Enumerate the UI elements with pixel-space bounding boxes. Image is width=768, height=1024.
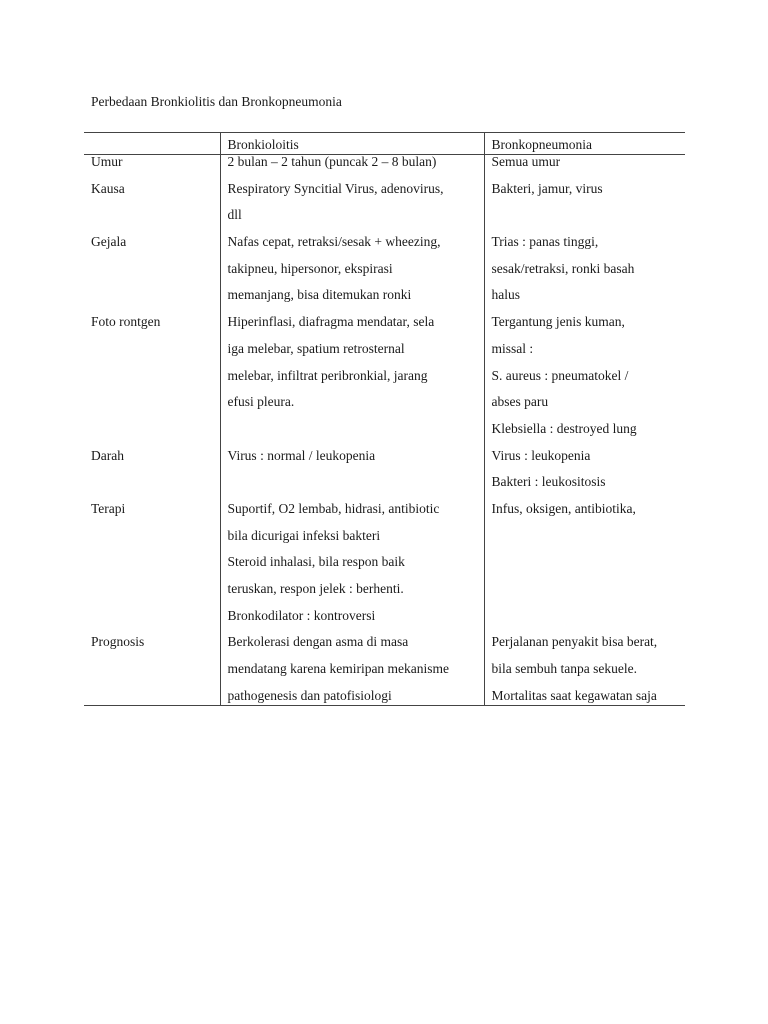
row-label-cell — [84, 502, 220, 635]
bronkopneumonia-text-line: Mortalitas saat kegawatan saja — [491, 687, 657, 703]
table-header-row — [84, 133, 685, 155]
document-title: Perbedaan Bronkiolitis dan Bronkopneumonia — [91, 94, 342, 109]
header-bronkopneumonia: Bronkopneumonia — [484, 133, 685, 155]
bronkopneumonia-cell — [484, 182, 685, 235]
bronkopneumonia-cell — [484, 635, 685, 705]
comparison-table — [84, 132, 685, 706]
bronkiolitis-text-line: Nafas cepat, retraksi/sesak + wheezing, — [227, 234, 441, 250]
row-label: Umur — [91, 154, 123, 169]
bronkopneumonia-text-line: halus — [491, 287, 520, 303]
row-label-cell — [84, 182, 220, 235]
row-label-cell — [84, 449, 220, 502]
row-label-cell — [84, 635, 220, 705]
bronkopneumonia-text-line: Perjalanan penyakit bisa berat, — [491, 634, 658, 650]
bronkiolitis-text-line: iga melebar, spatium retrosternal — [227, 340, 405, 356]
bronkopneumonia-text-line: Trias : panas tinggi, — [491, 234, 599, 250]
table-row — [84, 315, 685, 448]
bronkopneumonia-text-line: Semua umur — [491, 154, 561, 169]
bronkiolitis-text-line: Virus : normal / leukopenia — [227, 447, 376, 463]
bronkiolitis-text-line: Respiratory Syncitial Virus, adenovirus, — [227, 180, 444, 196]
row-label: Darah — [91, 447, 124, 463]
bronkopneumonia-cell — [484, 315, 685, 448]
bronkiolitis-cell — [220, 182, 484, 235]
bronkopneumonia-cell — [484, 235, 685, 315]
bronkopneumonia-text-line: sesak/retraksi, ronki basah — [491, 260, 635, 276]
bronkiolitis-text-line: takipneu, hipersonor, ekspirasi — [227, 260, 393, 276]
bronkiolitis-text-line: bila dicurigai infeksi bakteri — [227, 527, 381, 543]
bronkiolitis-text-line: mendatang karena kemiripan mekanisme — [227, 661, 450, 677]
bronkiolitis-text-line: Steroid inhalasi, bila respon baik — [227, 554, 405, 570]
bronkopneumonia-text-line: Bakteri, jamur, virus — [491, 180, 603, 196]
bronkiolitis-text-line: melebar, infiltrat peribronkial, jarang — [227, 367, 428, 383]
row-label: Kausa — [91, 180, 125, 196]
bronkiolitis-text-line: Suportif, O2 lembab, hidrasi, antibiotic — [227, 500, 440, 516]
table-row — [84, 449, 685, 502]
bronkiolitis-text-line: Berkolerasi dengan asma di masa — [227, 634, 409, 650]
row-label: Foto rontgen — [91, 314, 161, 330]
bronkiolitis-cell — [220, 449, 484, 502]
row-label-cell — [84, 315, 220, 448]
bronkopneumonia-text-line: abses paru — [491, 394, 549, 410]
row-label: Gejala — [91, 234, 127, 250]
bronkiolitis-cell — [220, 235, 484, 315]
table-row — [84, 155, 685, 182]
bronkopneumonia-text-line: Tergantung jenis kuman, — [491, 314, 625, 330]
table-row — [84, 235, 685, 315]
header-bronkiolitis: Bronkioloitis — [220, 133, 484, 155]
bronkiolitis-text-line: 2 bulan – 2 tahun (puncak 2 – 8 bulan) — [227, 154, 437, 169]
bronkopneumonia-text-line: Bakteri : leukositosis — [491, 474, 606, 490]
table-row — [84, 635, 685, 705]
bronkiolitis-text-line: Bronkodilator : kontroversi — [227, 607, 376, 623]
bronkopneumonia-text-line: missal : — [491, 340, 534, 356]
table-row — [84, 502, 685, 635]
row-label: Prognosis — [91, 634, 145, 650]
bronkopneumonia-text-line: Infus, oksigen, antibiotika, — [491, 500, 636, 516]
row-label: Terapi — [91, 500, 126, 516]
bronkopneumonia-text-line: S. aureus : pneumatokel / — [491, 367, 629, 383]
bronkiolitis-cell — [220, 155, 484, 182]
bronkiolitis-cell — [220, 502, 484, 635]
table-row — [84, 182, 685, 235]
bronkiolitis-cell — [220, 315, 484, 448]
bronkopneumonia-cell — [484, 155, 685, 182]
bronkiolitis-text-line: efusi pleura. — [227, 394, 295, 410]
bronkopneumonia-text-line: bila sembuh tanpa sekuele. — [491, 661, 637, 677]
header-empty-cell — [84, 133, 220, 155]
bronkopneumonia-text-line: Virus : leukopenia — [491, 447, 591, 463]
bronkopneumonia-cell — [484, 502, 685, 635]
row-label-cell — [84, 235, 220, 315]
bronkiolitis-text-line: Hiperinflasi, diafragma mendatar, sela — [227, 314, 435, 330]
bronkiolitis-text-line: dll — [227, 207, 242, 223]
bronkiolitis-text-line: memanjang, bisa ditemukan ronki — [227, 287, 412, 303]
bronkiolitis-text-line: teruskan, respon jelek : berhenti. — [227, 581, 404, 596]
bronkiolitis-cell — [220, 635, 484, 705]
bronkopneumonia-cell — [484, 449, 685, 502]
bronkiolitis-text-line: pathogenesis dan patofisiologi — [227, 687, 392, 703]
bronkopneumonia-text-line: Klebsiella : destroyed lung — [491, 420, 637, 436]
row-label-cell — [84, 155, 220, 182]
